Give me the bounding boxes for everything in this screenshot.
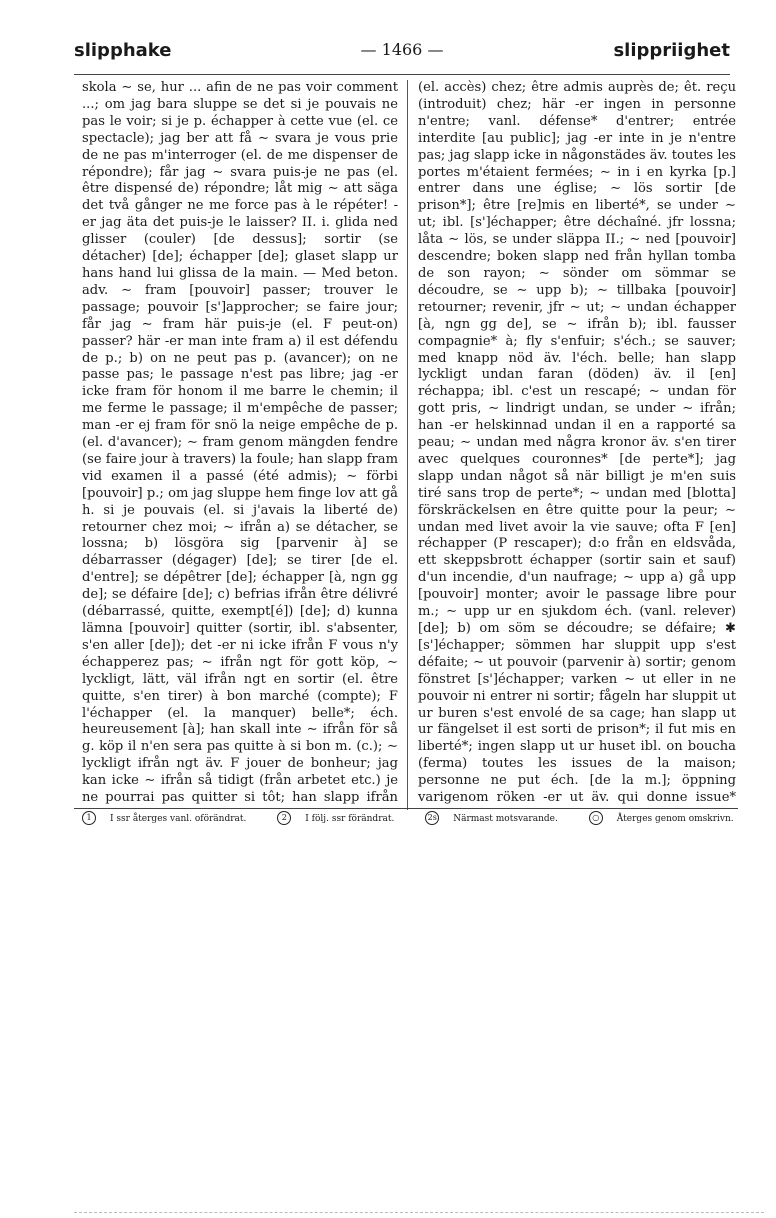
circle-icon: ○ bbox=[589, 811, 603, 825]
footnote-2 bbox=[277, 814, 411, 824]
page-number: — 1466 — bbox=[360, 40, 444, 59]
footnote-1-text: I ssr återges vanl. oförändrat. bbox=[110, 813, 247, 824]
left-column-text: skola ∼ se, hur ... afin de ne pas voir comment ...; om jag bara sluppe se det si je pouvais ne pas le voir; si je p. échapper à cette vue (el. ce spectacle); jag ber att få ∼ svara je vous prie de ne pas m'interroger (el. de me dispenser de répondre); får jag ∼ svara puis-je ne pas (el. être dispensé de) répondre; låt mig ∼ att säga det två gånger ne me force pas à le répéter! -er jag äta det puis-je le laisser? II. i. glida ned glisser (couler) [de dessus]; sortir (se détacher) [de]; échapper [de]; glaset slapp ur hans hand lui glissa de la main. — Med beton. adv. ∼ fram [pouvoir] passer; trouver le passage; pouvoir [s']approcher; se faire jour; får jag ∼ fram här puis-je (el. F peut-on) passer? här -er man inte fram a) il est défendu de p.; b) on ne peut pas p. (avancer); on ne passe pas; le passage n'est pas libre; jag -er icke fram för honom il me barre le chemin; il me ferme le passage; il m'empêche de passer; man -er ej fram för snö la neige empêche de p. (el. d'avancer); ∼ fram genom mängden fendre (se faire jour à travers) la foule; han slapp fram vid examen il a passé (été admis); ∼ förbi [pouvoir] p.; om jag sluppe hem finge lov att gå h. si je pouvais (el. si j'avais la liberté de) retourner chez moi; ∼ ifrån a) se détacher, se lossna; b) lösgöra sig [parvenir à] se débarrasser (dégager) [de]; se tirer [de el. d'entre]; se dépêtrer [de]; échapper [à, ngn gg de]; se défaire [de]; c) befrias ifrån être délivré (débarrassé, quitte, exempt[é]) [de]; d) kunna lämna [pouvoir] quitter (sortir, ibl. s'absenter, s'en aller [de]); det -er ni icke ifrån F vous n'y échapperez pas; ∼ ifrån ngt för gott köp, ∼ lyckligt, lätt, väl ifrån ngt en sortir (el. être quitte, s'en tirer) à bon marché (compte); F l'échapper (el. la manquer) belle*; éch. heureusement [à]; han skall inte ∼ ifrån för så g. köp il n'en sera pas quitte à si bon m. (c.); ∼ lyckligt ifrån ngt äv. F jouer de bonheur; jag kan icke ∼ ifrån så tidigt (från arbetet etc.) je ne pourrai pas quitter si tôt; han slapp ifrån bbox=[82, 80, 398, 805]
header-rule bbox=[74, 74, 730, 75]
footnote-2-text: I följ. ssr förändrat. bbox=[305, 813, 395, 824]
footnote-3-text: Närmast motsvarande. bbox=[453, 813, 558, 824]
bottom-dotted-edge bbox=[74, 1212, 764, 1213]
header-right-guide-word: slippriighet bbox=[613, 40, 730, 61]
column-divider bbox=[407, 80, 408, 810]
left-column bbox=[82, 80, 398, 805]
footnote-legend bbox=[82, 811, 742, 825]
footnote-4-text: Återges genom omskrivn. bbox=[616, 813, 734, 824]
circled-one-icon: 1 bbox=[82, 811, 96, 825]
footnote-3 bbox=[425, 814, 574, 824]
footnote-4 bbox=[589, 814, 748, 824]
right-column-text: (el. accès) chez; être admis auprès de; êt. reçu (introduit) chez; här -er ingen in personne n'entre; vanl. défense* d'entrer; entrée interdite [au public]; jag -er inte in je n'entre pas; jag slapp icke in någonstädes äv. toutes les portes m'étaient fermées; ∼ in i en kyrka [p.] entrer dans une église; ∼ lös sortir [de prison*]; être [re]mis en liberté*, se under ∼ ut; ibl. [s']échapper; être déchaîné. jfr lossna; låta ∼ lös, se under släppa II.; ∼ ned [pouvoir] descendre; boken slapp ned från hyllan tomba de son rayon; ∼ sönder om sömmar se découdre, se ∼ upp b); ∼ tillbaka [pouvoir] retourner; revenir, jfr ∼ ut; ∼ undan échapper [à, ngn gg de], se ∼ ifrån b); ibl. fausser compagnie* à; fly s'enfuir; s'éch.; se sauver; med knapp nöd äv. l'éch. belle; han slapp lyckligt undan faran (döden) äv. il [en] réchappa; ibl. c'est un rescapé; ∼ undan för gott pris, ∼ lindrigt undan, se under ∼ ifrån; han -er helskinnad undan il en a rapporté sa peau; ∼ undan med några kronor äv. s'en tirer avec quelques couronnes* [de perte*]; jag slapp undan något så när billigt je m'en suis tiré sans trop de perte*; ∼ undan med [blotta] förskräckelsen en être quitte pour la peur; ∼ undan med livet avoir la vie sauve; ofta F [en] réchapper (P rescaper); d:o från en eldsvåda, ett skeppsbrott échapper (sortir sain et sauf) d'un incendie, d'un naufrage; ∼ upp a) gå upp [pouvoir] monter; avoir le passage libre pour m.; ∼ upp ur en sjukdom éch. (vanl. relever) [de]; b) om söm se découdre; se défaire; ✱ [s']échapper; sömmen har sluppit upp s'est défaite; ∼ ut pouvoir (parvenir à) sortir; genom fönstret [s']échapper; varken ∼ ut eller in ne pouvoir ni entrer ni sortir; fågeln har sluppit ut ur buren s'est envolé de sa cage; han slapp ut ur fängelset il est sorti de prison*; il fut mis en liberté*; ingen slapp ut ur huset ibl. on boucha (ferma) toutes les issues de la maison; personne ne put éch. [de la m.]; öppning varigenom röken -er ut äv. qui donne issue* bbox=[418, 80, 736, 805]
page-header bbox=[74, 40, 730, 70]
right-column bbox=[418, 80, 736, 805]
footnote-1 bbox=[82, 814, 263, 824]
circled-two-icon: 2 bbox=[277, 811, 291, 825]
circled-approx-icon: 2s bbox=[425, 811, 439, 825]
footer-rule bbox=[74, 808, 738, 809]
header-left-guide-word: slipphake bbox=[74, 40, 172, 61]
